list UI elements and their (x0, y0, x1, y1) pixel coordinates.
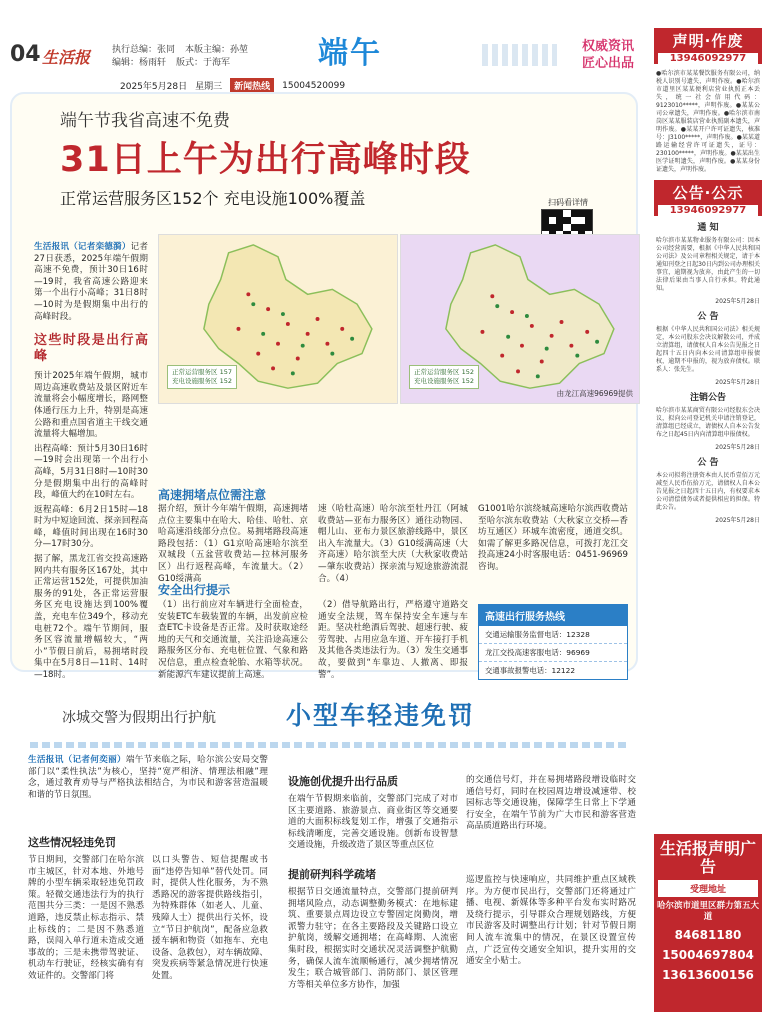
big-ad-phone: 84681180 (674, 928, 742, 942)
paragraph: （1）出行前应对车辆进行全面检查，安装ETC车载装置的车辆，出发前应检查ETC卡设备是否正常。及时获取途经地的天气和交通流量，关注沿途高速公路服务区分布、充电桩位置、气象和路况信息，重点检查轮胎、水箱等状况。新能源汽车建议提前上高速。 (158, 600, 308, 680)
subheading-light-violations: 这些情况轻违免罚 (28, 836, 116, 849)
map-legend (167, 365, 237, 389)
subheading-facilities: 设施创优提升出行品质 (288, 775, 398, 788)
paragraph: 巡逻监控与快速响应，共同维护重点区域秩序。为方便市民出行，交警部门还将通过广播、电视、新媒体等多种平台发布实时路况及绕行提示，引导群众合理规划路线，方便市民游客及时调整出行计划；针对节假日期间人流车流集中的情况，在景区设置宣传点，广泛宣传交通安全知识，提升实用的交通安全小贴士。 (466, 875, 636, 967)
announcement-title: 公 告 (697, 312, 719, 322)
staff-credits (112, 44, 248, 70)
cancellation-title: 注销公告 (689, 393, 726, 403)
article-2-byline: 生活报讯（记者何奕丽） (28, 755, 126, 765)
cancellation-date: 2025年5月28日 (715, 444, 760, 451)
decorative-strip (482, 44, 557, 66)
ad-statements-body: ●哈尔滨市某某餐饮服务有限公司，纳税人识别号遗失，声明作废。●哈尔滨市道里区某某便利店营业执照正本丢失，统一社会信用代码：9123010*****，声明作废。●某某公司公章遗失，声明作废。●哈尔滨市南岗区某某服装店营业执照副本遗失，声明作废。●某某开户许可证遗失，核准号：J3100*****，声明作废。●某某道路运输经营许可证遗失，证号：230100*****，声明作废。●某某出生医学证明遗失，声明作废。●某某身份证遗失，声明作废。 (656, 70, 760, 173)
slogan-line-2: 匠心出品 (582, 56, 635, 71)
article-2-lead (28, 755, 268, 801)
article-1-subhead: 正常运营服务区152个 充电设施100%覆盖 (60, 189, 366, 208)
masthead (0, 0, 650, 92)
notice-body: 哈尔滨市某某物业服务有限公司：因本公司经营需要，根据《中华人民共和国公司法》及公司章程相关规定，请于本通知刊登之日起30日内到公司办理相关事宜，逾期视为放弃，由此产生的一切法律后果由当事人自行承担。特此通知。 (656, 237, 760, 292)
notice-title: 通 知 (697, 223, 719, 233)
subheading-congestion: 高速拥堵点位需注意 (158, 488, 267, 502)
announcement-date: 2025年5月28日 (715, 379, 760, 386)
article-1-kicker: 端午节我省高速不免费 (60, 111, 230, 131)
ad-header-notices (654, 180, 762, 216)
announcement-title: 公 告 (697, 458, 719, 468)
notice-date: 2025年5月28日 (715, 298, 760, 305)
charging-facility-map (400, 234, 640, 404)
article-2-lower-column (288, 858, 458, 991)
paragraph: 据了解，黑龙江省交投高速路网内共有服务区167处，其中正常运营152处，可提供加油服务的91处，各正常运营服务区充电设施达到100%覆盖，充电车位349个，移动充电桩72个。端午节期间，服务区容流量增幅较大，“两小”节假日前后，易拥堵时段集中在5月8日—11时、14时—18时。 (34, 554, 148, 680)
article-1-panel (10, 92, 638, 680)
hotline-item: 交通事故报警电话：12122 (485, 666, 576, 675)
map-legend (409, 365, 479, 389)
hotline-item: 龙江交投高速客服电话：96969 (479, 644, 627, 662)
subheading-safety-tips: 安全出行提示 (158, 583, 231, 597)
paragraph: G1001哈尔滨绕城高速哈尔滨西收费站至哈尔滨东收费站（大秋家立交桥—香坊互通区）环城车流密度，通道交织。如需了解更多路况信息，可拨打龙江交投高速24小时客服电话：0451-96969咨询。 (478, 504, 628, 572)
paragraph: 返程高峰：6月2日15时—18时为中短途回流、探亲回程高峰，峰值时间出现在16时30分—17时30分。 (34, 504, 148, 550)
article-2-title: 小型车轻违免罚 (286, 701, 476, 730)
announcement-date: 2025年5月28日 (715, 517, 760, 524)
announcement-body: 根据《中华人民共和国公司法》相关规定，本公司股东会决议解散公司，并成立清算组，请债权人自本公告见报之日起四十五日内向本公司清算组申报债权，逾期不申报的，视为放弃债权。联系人：张先生。 (656, 326, 760, 373)
page-number: 04 (10, 42, 41, 67)
big-ad-address: 哈尔滨市道里区群力第五大道 (656, 901, 759, 922)
paragraph: 以口头警告、短信提醒或书面“违停告知单”替代处罚。同时，提供人性化服务，为不熟悉路况的游客提供路线指引，为特殊群体（如老人、儿童、残障人士）提供出行关怀，设立“节日护航岗”，配备应急救援车辆和物资（如拖车、充电设备、急救包），对车辆故障、突发疾病等紧急情况进行快速处置。 (152, 855, 269, 981)
advertising-contact-box (654, 834, 762, 1012)
big-ad-phone: 13613600156 (662, 968, 754, 982)
ad-header-title: 声明·作废 (672, 32, 744, 50)
article-1-headline: 31日上午为出行高峰时段 (60, 140, 471, 180)
subheading-peak-times: 这些时段是出行高峰 (34, 333, 148, 365)
service-area-map (158, 234, 398, 404)
hotline-item: 交通运输服务监督电话：12328 (479, 626, 627, 644)
paper-name-logo: 生活报 (42, 48, 91, 67)
section-title: 端午 (318, 36, 382, 71)
editor: 编辑：杨雨轩 (112, 58, 167, 68)
cancellation-body: 哈尔滨市某某商贸有限公司经股东会决议，拟向公司登记机关申请注销登记，清算组已经成立，请债权人自本公告发布之日起45日内向清算组申报债权。 (656, 407, 760, 438)
article-2-left-column (28, 826, 268, 983)
announcement-body: 本公司拟将注册资本由人民币壹佰万元减至人民币伍拾万元，请债权人自本公告见报之日起四十五日内，有权要求本公司清偿债务或者提供相应的担保。特此公告。 (656, 472, 760, 511)
slogan-line-1: 权威资讯 (582, 39, 635, 54)
layout-designer: 版式：于海军 (176, 58, 231, 68)
classified-ads-column (654, 28, 762, 1012)
paragraph: 的交通信号灯，并在易拥堵路段增设临时交通信号灯，同时在校园周边增设减速带、校园标志等交通设施，保障学生日常上下学通行安全，在端午节前为广大市民和游客营造高品质道路出行环境。 (466, 775, 636, 832)
service-hotline-box (478, 604, 628, 680)
qr-label: 扫码看详情 (548, 198, 588, 207)
decorative-divider (30, 742, 630, 748)
big-ad-title: 生活报声明广告 (659, 839, 756, 876)
big-ad-phone: 15004697804 (662, 948, 754, 962)
slogan (582, 38, 634, 72)
map-credit: 由龙江高速96969提供 (556, 389, 633, 398)
ad-header-phone: 13946092977 (658, 53, 758, 64)
article-1-byline: 生活报讯（记者栾德漪） (34, 242, 131, 252)
legend-line: 充电设施服务区 152 (172, 377, 232, 385)
big-ad-tag: 受理地址 (658, 880, 758, 897)
paragraph: 在端午节假期来临前，交警部门完成了对市区主要道路、旅游景点、商业街区等交通要道的大面积标线复划工作，增强了交通指示标线清晰度，完善交通设施。创新布设智慧交通设施，升级改造了景区等重点区位 (288, 794, 458, 851)
hotline-box-title: 高速出行服务热线 (479, 605, 627, 626)
paragraph: 据介绍，预计今年端午假期，高速拥堵点位主要集中在哈大、哈佳、哈牡、京哈高速沿线部分点位。易拥堵路段高速路段包括：（1）G1京哈高速哈尔滨至双城段（五盆营收费站—拉林河服务区）出行返程高峰，车流量大。（2）G10绥满高 (158, 504, 308, 584)
article-2-middle-column (288, 765, 458, 852)
article-1-left-column (34, 242, 148, 685)
executive-editor: 执行总编：张同 (112, 45, 176, 55)
subheading-traffic-control: 提前研判科学疏堵 (288, 868, 376, 881)
article-1-lead: 记者27日获悉，2025年端午假期高速不免费，预计30日16时—19时，我省高速公路迎来第一个出行小高峰；31日8时—10时为是假期集中出行的高峰时段。 (34, 242, 148, 322)
ad-header-title: 公告·公示 (672, 184, 744, 202)
ad-header-statements (654, 28, 762, 64)
ad-header-phone: 13946092977 (658, 205, 758, 216)
paragraph: 出程高峰：预计5月30日16时—19时会出现第一个出行小高峰，5月31日8时—10时30分是假期集中出行的高峰时段，峰值大约在10时左右。 (34, 443, 148, 501)
paragraph: （2）借导航路出行，严格遵守道路交通安全法规，驾车保持安全车速与车距。坚决杜绝酒后驾驶、超速行驶、疲劳驾驶、占用应急车道、开车接打手机及其他各类违法行为。（3）发生交通事故，要做到“车靠边、人撤离、即报警”。 (318, 600, 468, 680)
legend-line: 充电设施服务区 152 (414, 377, 474, 385)
article-2-lead-text: 端午节来临之际，哈尔滨公安局交警部门以“柔性执法”为核心，坚持“宽严相济、情理法相融”理念，通过教育劝导与严格执法相结合，为市民和游客营造温暖和谐的节日氛围。 (28, 755, 268, 800)
article-2-kicker: 冰城交警为假期出行护航 (62, 710, 216, 726)
chief-editor: 本版主编：孙堃 (185, 45, 249, 55)
hotline-tag: 新闻热线 (230, 78, 274, 93)
date-bar (120, 78, 345, 93)
paragraph: 速（哈牡高速）哈尔滨至牡丹江（阿城收费站—亚布力服务区）通往动物园、帽儿山、亚布力景区旅游线路中，景区出入车流量大。（3）G10绥满高速（大齐高速）哈尔滨至大庆（大秋家收费站—肇东收费站）探亲流与短途旅游流混合。（4） (318, 504, 468, 584)
issue-weekday: 星期三 (195, 82, 223, 92)
paragraph: 预计2025年端午假期，城市周边高速收费站及景区附近车流量将会小幅度增长，路网整体通行压力上升，特别是高速公路和重点国省道主干线交通流量将大幅增加。 (34, 371, 148, 440)
legend-line: 正常运营服务区 157 (172, 368, 232, 376)
paragraph: 根据节日交通流量特点，交警部门提前研判拥堵风险点，动态调整勤务模式：在地标建筑、重要景点周边设立专警固定岗勤岗，增派警力驻守；在各主要路段及关键路口设立护航岗，缓解交通拥堵；在高峰期、人流密集时段，根据实时交通状况灵活调整护航勤务，确保人流车流顺畅通行，减少拥堵情况发生；联合城管部门、消防部门、景区管理方等相关单位多方协作，加强 (288, 887, 458, 990)
issue-date: 2025年5月28日 (120, 82, 188, 92)
paragraph: 节日期间，交警部门在哈尔滨市主城区，针对本地、外地号牌的小型车辆采取轻违免罚政策。轻微交通违法行为的执行范围共分三类：一是因不熟悉道路，违反禁止标志指示、禁止标线的；二是因不熟悉道路，误闯入单行道未造成交通事故的；三是未携带驾驶证、机动车行驶证，经核实确有有效证件的。交警部门将 (28, 855, 144, 981)
hotline-number: 15004520099 (282, 80, 346, 91)
legend-line: 正常运营服务区 152 (414, 368, 474, 376)
